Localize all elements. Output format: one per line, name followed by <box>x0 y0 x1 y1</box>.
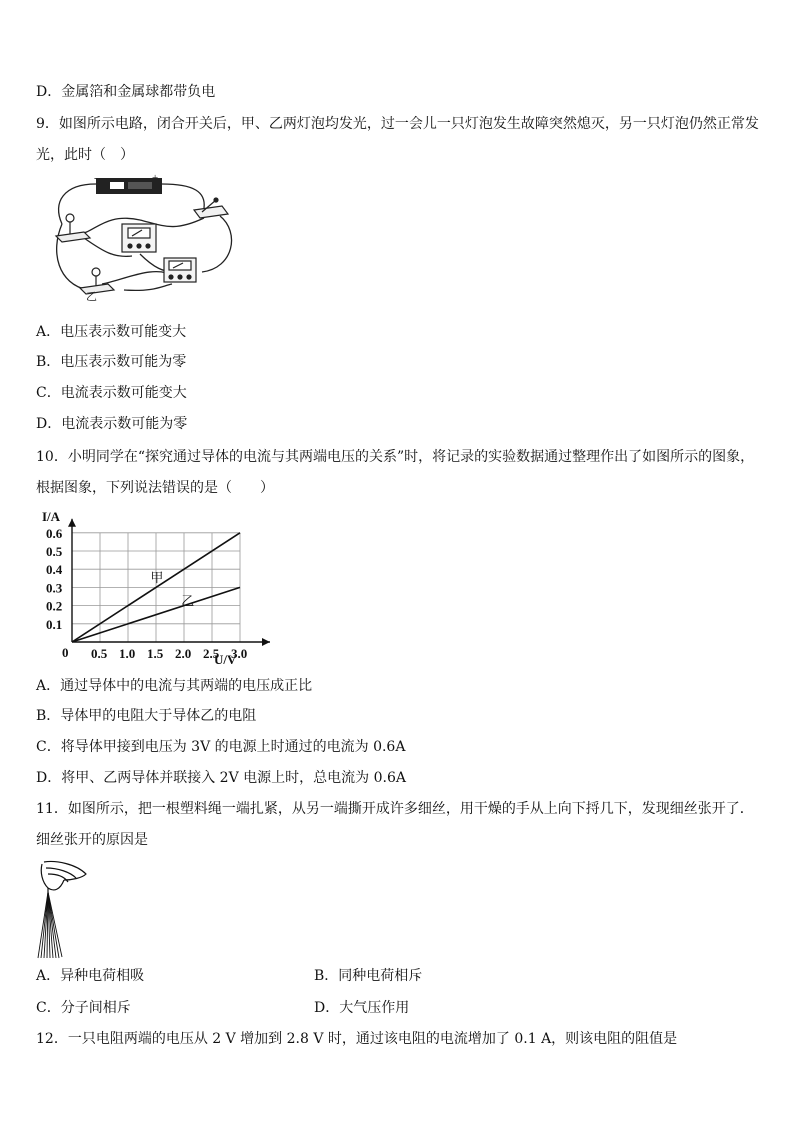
y-tick-label: 0.6 <box>46 525 63 541</box>
q8-option-d: D．金属箔和金属球都带负电 <box>36 84 216 100</box>
x-tick-label: 1.0 <box>119 646 136 661</box>
q10-option-b: B．导体甲的电阻大于导体乙的电阻 <box>36 708 257 724</box>
q9-option-d: D．电流表示数可能为零 <box>36 416 188 432</box>
q9-circuit-figure <box>44 172 240 303</box>
meter-2-icon <box>164 258 196 282</box>
series-label-jia: 甲 <box>150 569 164 585</box>
q11-option-a: A．异种电荷相吸 <box>36 968 145 984</box>
q9-option-c: C．电流表示数可能变大 <box>36 385 187 401</box>
battery-minus-label: - <box>94 172 98 184</box>
q11-option-d: D．大气压作用 <box>314 1000 410 1016</box>
x-tick-label: 3.0 <box>231 646 248 661</box>
y-tick-label: 0.3 <box>46 580 63 596</box>
x-axis-arrow <box>262 638 270 646</box>
q12-stem: 12．一只电阻两端的电压从 2 V 增加到 2.8 V 时，通过该电阻的电流增加了 0.1 A，则该电阻的阻值是 <box>36 1031 678 1047</box>
strings-icon <box>38 892 62 958</box>
switch-icon <box>194 198 228 218</box>
q10-option-d: D．将甲、乙两导体并联接入 2V 电源上时，总电流为 0.6A <box>36 770 406 786</box>
q10-chart <box>36 504 248 668</box>
battery-plus-label: + <box>152 172 159 184</box>
q9-stem: 9．如图所示电路，闭合开关后，甲、乙两灯泡均发光，过一会儿一只灯泡发生故障突然熄灭，另一只灯泡仍然正常发光，此时（ ） <box>36 116 759 163</box>
y-tick-label: 0.5 <box>46 544 63 559</box>
x-axis-label: U/V <box>214 652 237 667</box>
y-axis-arrow <box>68 519 76 527</box>
x-tick-label: 2.5 <box>203 646 220 661</box>
y-tick-label: 0.2 <box>46 598 63 614</box>
y-axis-label: I/A <box>42 509 61 524</box>
series-label-yi: 乙 <box>181 593 195 609</box>
y-tick-label: 0.4 <box>46 562 63 578</box>
q11-option-c: C．分子间相斥 <box>36 1000 131 1016</box>
q11-hand-strings-figure <box>36 858 96 960</box>
q10-stem: 10．小明同学在“探究通过导体的电流与其两端电压的关系”时，将记录的实验数据通过整理作出了如图所示的图象，根据图象，下列说法错误的是（ ） <box>36 449 755 496</box>
q9-option-a: A．电压表示数可能变大 <box>36 324 187 340</box>
y-tick-label: 0.1 <box>46 616 63 632</box>
q10-option-c: C．将导体甲接到电压为 3V 的电源上时通过的电流为 0.6A <box>36 739 406 755</box>
lamp-yi-label: 乙 <box>86 291 97 303</box>
q11-option-b: B．同种电荷相斥 <box>314 968 423 984</box>
x-tick-label: 0.5 <box>91 646 108 661</box>
q9-option-b: B．电压表示数可能为零 <box>36 354 187 370</box>
x-tick-label: 1.5 <box>147 646 164 661</box>
meter-1-icon <box>122 224 156 252</box>
q11-stem: 11．如图所示，把一根塑料绳一端扎紧，从另一端撕开成许多细丝，用干燥的手从上向下捋几下，发现细丝张开了．细丝张开的原因是 <box>36 801 754 848</box>
q10-option-a: A．通过导体中的电流与其两端的电压成正比 <box>36 678 313 694</box>
origin-label: 0 <box>62 645 69 660</box>
x-tick-label: 2.0 <box>175 646 192 661</box>
